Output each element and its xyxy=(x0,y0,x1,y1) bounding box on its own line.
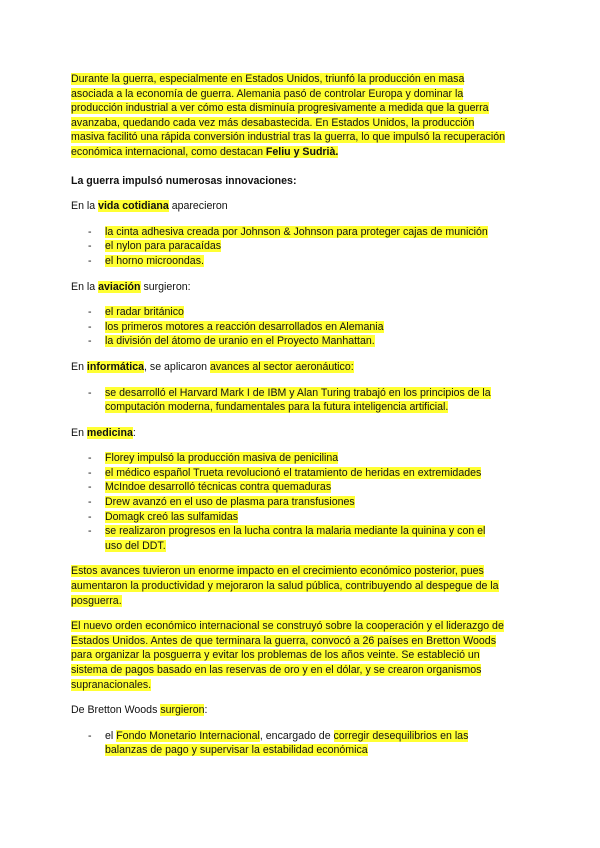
medicina-keyword: medicina xyxy=(86,426,133,439)
list-item: - Domagk creó las sulfamidas xyxy=(88,510,239,523)
list-item: - el horno microondas. xyxy=(88,254,204,267)
aviacion-intro: En la aviación surgieron: xyxy=(71,280,191,293)
list-item: - el nylon para paracaídas xyxy=(88,240,222,253)
list-item: - el radar británico xyxy=(88,306,184,319)
text-line: avanzaba, quedando cada vez más desabastecida. En Estados Unidos, la producción xyxy=(71,116,475,129)
list-item: - la división del átomo de uranio en el Proyecto Manhattan. xyxy=(88,335,375,348)
vida-list xyxy=(71,225,531,269)
aviacion-keyword: aviación xyxy=(98,280,141,293)
list-item: - la cinta adhesiva creada por Johnson & Johnson para proteger cajas de munición xyxy=(88,225,488,238)
text-line: económica internacional, como destacan xyxy=(71,145,266,158)
text-line: producción industrial a ver cómo esta disminuía progresivamente a medida que la guerra xyxy=(71,102,489,115)
text-line: masiva facilitó una rápida conversión industrial tras la guerra, lo que impulsó la recuperación xyxy=(71,131,505,144)
author-citation: Feliu y Sudrià. xyxy=(265,145,339,158)
list-item: - Florey impulsó la producción masiva de penicilina xyxy=(88,452,339,465)
list-item: - el Fondo Monetario Internacional, encargado de corregir desequilibrios en las balanzas de pago y supervisar la estabilidad económica xyxy=(88,729,469,757)
vida-keyword: vida cotidiana xyxy=(98,200,169,213)
section-heading: La guerra impulsó numerosas innovaciones: xyxy=(71,174,297,187)
list-item: - el médico español Trueta revolucionó el tratamiento de heridas en extremidades xyxy=(88,466,482,479)
list-item: - se desarrolló el Harvard Mark I de IBM y Alan Turing trabajó en los principios de la computación moderna, fundamentales para la futura inteligencia artificial. xyxy=(88,386,491,414)
vida-intro: En la vida cotidiana aparecieron xyxy=(71,200,228,213)
text-line: asociada a la economía de guerra. Alemania pasó de controlar Europa y dominar la xyxy=(71,87,464,100)
list-item: - McIndoe desarrolló técnicas contra quemaduras xyxy=(88,481,332,494)
informatica-list xyxy=(71,386,531,415)
bretton-intro: De Bretton Woods surgieron: xyxy=(71,704,208,717)
list-item: - los primeros motores a reacción desarrollados en Alemania xyxy=(88,320,384,333)
aviacion-list xyxy=(71,305,531,349)
intro-paragraph xyxy=(71,72,531,160)
bretton-list xyxy=(71,729,531,758)
informatica-intro: En informática, se aplicaron avances al sector aeronáutico: xyxy=(71,360,354,373)
text-line: Durante la guerra, especialmente en Estados Unidos, triunfó la producción en masa xyxy=(71,73,465,85)
medicina-intro: En medicina: xyxy=(71,426,136,439)
new-order-paragraph: El nuevo orden económico internacional se construyó sobre la cooperación y el liderazgo de Estados Unidos. Antes de que terminara la guerra, convocó a 26 países en Bretton Woods para organizar la posguerra y evitar los problemas de los años veinte. Se estableció un sistema de pagos basado en las reservas de oro y en el dólar, y se crearon organismos supranacionales. xyxy=(71,620,504,691)
informatica-keyword: informática xyxy=(86,360,145,373)
document-page xyxy=(71,72,531,758)
list-item: - se realizaron progresos en la lucha contra la malaria mediante la quinina y con el uso del DDT. xyxy=(88,525,486,552)
impact-paragraph: Estos avances tuvieron un enorme impacto en el crecimiento económico posterior, pues aumentaron la productividad y mejoraron la salud pública, contribuyendo al despegue de la posguerra. xyxy=(71,565,499,607)
medicina-list xyxy=(71,451,531,553)
list-item: - Drew avanzó en el uso de plasma para transfusiones xyxy=(88,496,355,509)
